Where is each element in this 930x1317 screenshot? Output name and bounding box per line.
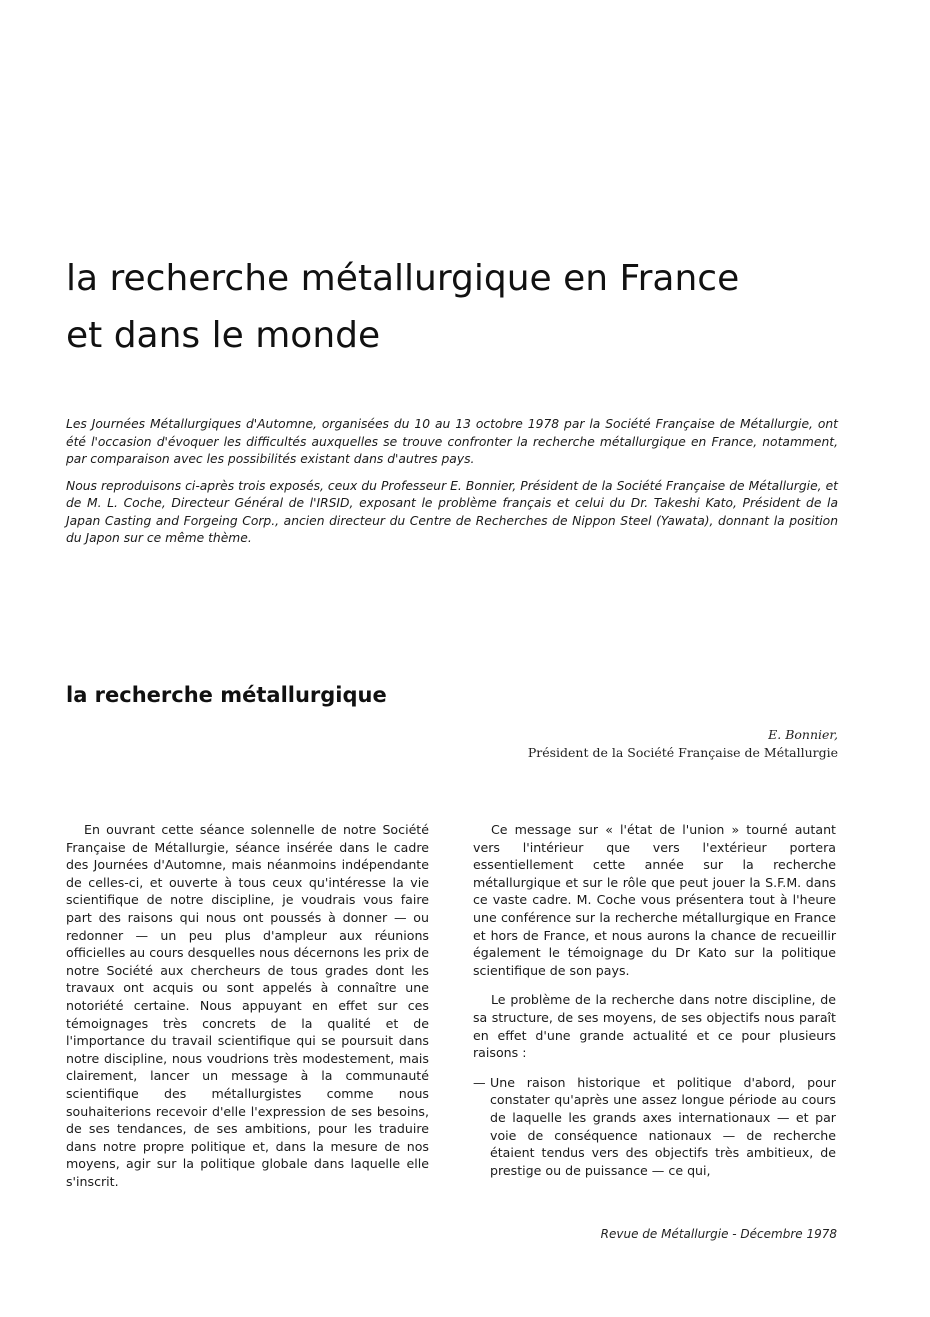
section-title: la recherche métallurgique xyxy=(66,683,387,708)
article-title xyxy=(66,250,886,364)
byline-role: Président de la Société Française de Métallurgie xyxy=(527,745,838,760)
list-item xyxy=(473,1074,836,1180)
body-column-left xyxy=(66,821,429,1202)
journal-footer: Revue de Métallurgie - Décembre 1978 xyxy=(600,1227,837,1241)
list-dash: — xyxy=(473,1074,486,1090)
intro-paragraph-1: Les Journées Métallurgiques d'Automne, organisées du 10 au 13 octobre 1978 par la Société Française de Métallurgie, ont été l'occasion d'évoquer les difficultés auxquelles se trouve confronter la recherche métallurgique en France, notamment, par comparaison avec les possibilités existant dans d'autres pays. xyxy=(66,417,838,466)
body-paragraph: En ouvrant cette séance solennelle de notre Société Française de Métallurgie, séance insérée dans le cadre des Journées d'Automne, mais néanmoins indépendante de celles-ci, et ouverte à tous ceux qu'intéresse la vie scientifique de notre discipline, je voudrais vous faire part des raisons qui nous ont poussés à donner — ou redonner — un peu plus d'ampleur aux réunions officielles au cours desquelles nous décernons les prix de notre Société aux chercheurs de tous grades dont les travaux ont acquis ou sont appelés à connaître une notoriété certaine. Nous appuyant en effet sur ces témoignages très concrets de la qualité et de l'importance du travail scientifique qui se poursuit dans notre discipline, nous voudrions très modestement, mais clairement, lancer un message à la communauté scientifique des métallurgistes comme nous souhaiterions recevoir d'elle l'expression de ses besoins, de ses tendances, de ses ambitions, pour les traduire dans notre propre politique et, dans la mesure de nos moyens, agir sur la politique globale dans laquelle elle s'inscrit. xyxy=(66,822,429,1189)
body-column-right xyxy=(473,821,836,1191)
byline-author: E. Bonnier, xyxy=(768,727,838,742)
intro-paragraph-2: Nous reproduisons ci-après trois exposés, ceux du Professeur E. Bonnier, Président de la Société Française de Métallurgie, et de M. L. Coche, Directeur Général de l'IRSID, exposant le problème français et celui du Dr. Takeshi Kato, Président de la Japan Casting and Forgeing Corp., ancien directeur du Centre de Recherches de Nippon Steel (Yawata), donnant la position du Japon sur ce même thème. xyxy=(66,478,838,545)
body-paragraph: Le problème de la recherche dans notre discipline, de sa structure, de ses moyens, de ses objectifs nous paraît en effet d'une grande actualité et ce pour plusieurs raisons : xyxy=(473,992,836,1061)
body-paragraph: Ce message sur « l'état de l'union » tourné autant vers l'intérieur que vers l'extérieur portera essentiellement cette année sur la recherche métallurgique et sur le rôle que peut jouer la S.F.M. dans ce vaste cadre. M. Coche vous présentera tout à l'heure une conférence sur la recherche métallurgique en France et hors de France, et nous aurons la chance de recueillir également le témoignage du Dr Kato sur la politique scientifique de son pays. xyxy=(473,822,836,978)
byline xyxy=(528,726,838,762)
article-title-line2: et dans le monde xyxy=(66,315,381,357)
list-item-text: Une raison historique et politique d'abord, pour constater qu'après une assez longue période au cours de laquelle les grands axes internationaux — et par voie de conséquence nationaux — de recherche étaient tendus vers des objectifs très ambitieux, de prestige ou de puissance — ce qui, xyxy=(490,1074,836,1178)
introduction xyxy=(66,416,838,557)
article-title-line1: la recherche métallurgique en France xyxy=(66,258,740,300)
